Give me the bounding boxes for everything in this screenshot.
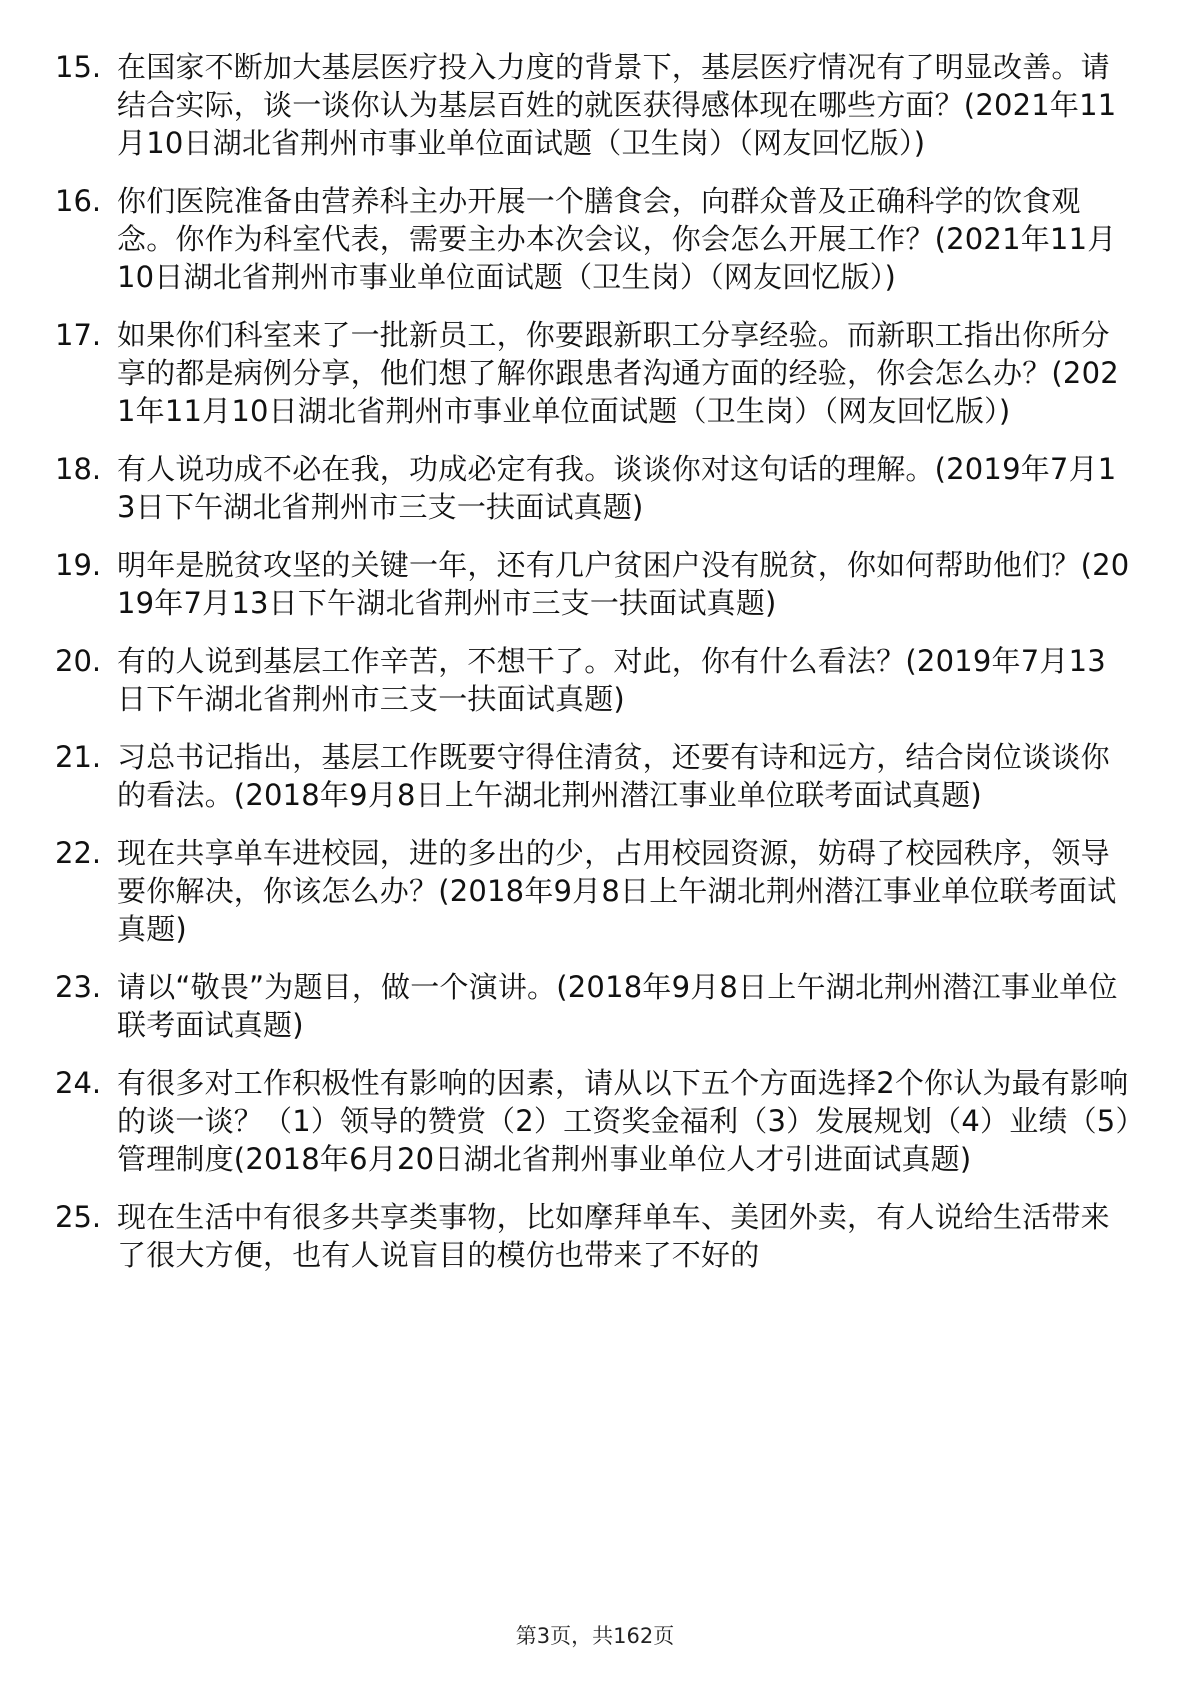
question-item-16 — [55, 182, 1135, 296]
question-item-18 — [55, 450, 1135, 526]
page-number-label: 第3页，共162页 — [515, 1624, 675, 1648]
question-text: 请以“敬畏”为题目，做一个演讲。(2018年9月8日上午湖北荆州潜江事业单位联考面试真题) — [117, 970, 1118, 1042]
question-number: 17. — [55, 318, 102, 352]
question-number: 25. — [55, 1200, 102, 1234]
question-item-23 — [55, 968, 1135, 1044]
question-number: 24. — [55, 1066, 102, 1100]
question-number: 16. — [55, 184, 102, 218]
question-text: 在国家不断加大基层医疗投入力度的背景下，基层医疗情况有了明显改善。请结合实际，谈一谈你认为基层百姓的就医获得感体现在哪些方面？(2021年11月10日湖北省荆州市事业单位面试题（卫生岗）（网友回忆版）) — [117, 50, 1117, 160]
question-text: 现在共享单车进校园，进的多出的少，占用校园资源，妨碍了校园秩序，领导要你解决，你该怎么办？(2018年9月8日上午湖北荆州潜江事业单位联考面试真题) — [117, 836, 1117, 946]
question-item-24 — [55, 1064, 1135, 1178]
question-number: 18. — [55, 452, 102, 486]
question-text: 有的人说到基层工作辛苦，不想干了。对此，你有什么看法？(2019年7月13日下午湖北省荆州市三支一扶面试真题) — [117, 644, 1106, 716]
question-text: 你们医院准备由营养科主办开展一个膳食会，向群众普及正确科学的饮食观念。你作为科室代表，需要主办本次会议，你会怎么开展工作？(2021年11月10日湖北省荆州市事业单位面试题（卫生岗）（网友回忆版）) — [117, 184, 1117, 294]
question-list — [55, 48, 1135, 1294]
question-number: 15. — [55, 50, 102, 84]
question-item-20 — [55, 642, 1135, 718]
question-text: 明年是脱贫攻坚的关键一年，还有几户贫困户没有脱贫，你如何帮助他们？(2019年7月13日下午湖北省荆州市三支一扶面试真题) — [117, 548, 1130, 620]
question-item-19 — [55, 546, 1135, 622]
page-footer — [0, 1620, 1190, 1650]
question-text: 如果你们科室来了一批新员工，你要跟新职工分享经验。而新职工指出你所分享的都是病例分享，他们想了解你跟患者沟通方面的经验，你会怎么办？(2021年11月10日湖北省荆州市事业单位面试题（卫生岗）（网友回忆版）) — [117, 318, 1119, 428]
question-number: 22. — [55, 836, 102, 870]
question-number: 20. — [55, 644, 102, 678]
question-text: 现在生活中有很多共享类事物，比如摩拜单车、美团外卖，有人说给生活带来了很大方便，也有人说盲目的模仿也带来了不好的 — [117, 1200, 1110, 1272]
question-item-22 — [55, 834, 1135, 948]
question-number: 19. — [55, 548, 102, 582]
question-text: 有人说功成不必在我，功成必定有我。谈谈你对这句话的理解。(2019年7月13日下午湖北省荆州市三支一扶面试真题) — [117, 452, 1117, 524]
question-text: 习总书记指出，基层工作既要守得住清贫，还要有诗和远方，结合岗位谈谈你的看法。(2018年9月8日上午湖北荆州潜江事业单位联考面试真题) — [117, 740, 1110, 812]
question-item-25 — [55, 1198, 1135, 1274]
question-number: 23. — [55, 970, 102, 1004]
question-item-17 — [55, 316, 1135, 430]
question-number: 21. — [55, 740, 102, 774]
question-item-15 — [55, 48, 1135, 162]
question-item-21 — [55, 738, 1135, 814]
question-text: 有很多对工作积极性有影响的因素，请从以下五个方面选择2个你认为最有影响的谈一谈？（1）领导的赞赏（2）工资奖金福利（3）发展规划（4）业绩（5）管理制度(2018年6月20日湖北省荆州事业单位人才引进面试真题) — [117, 1066, 1131, 1176]
